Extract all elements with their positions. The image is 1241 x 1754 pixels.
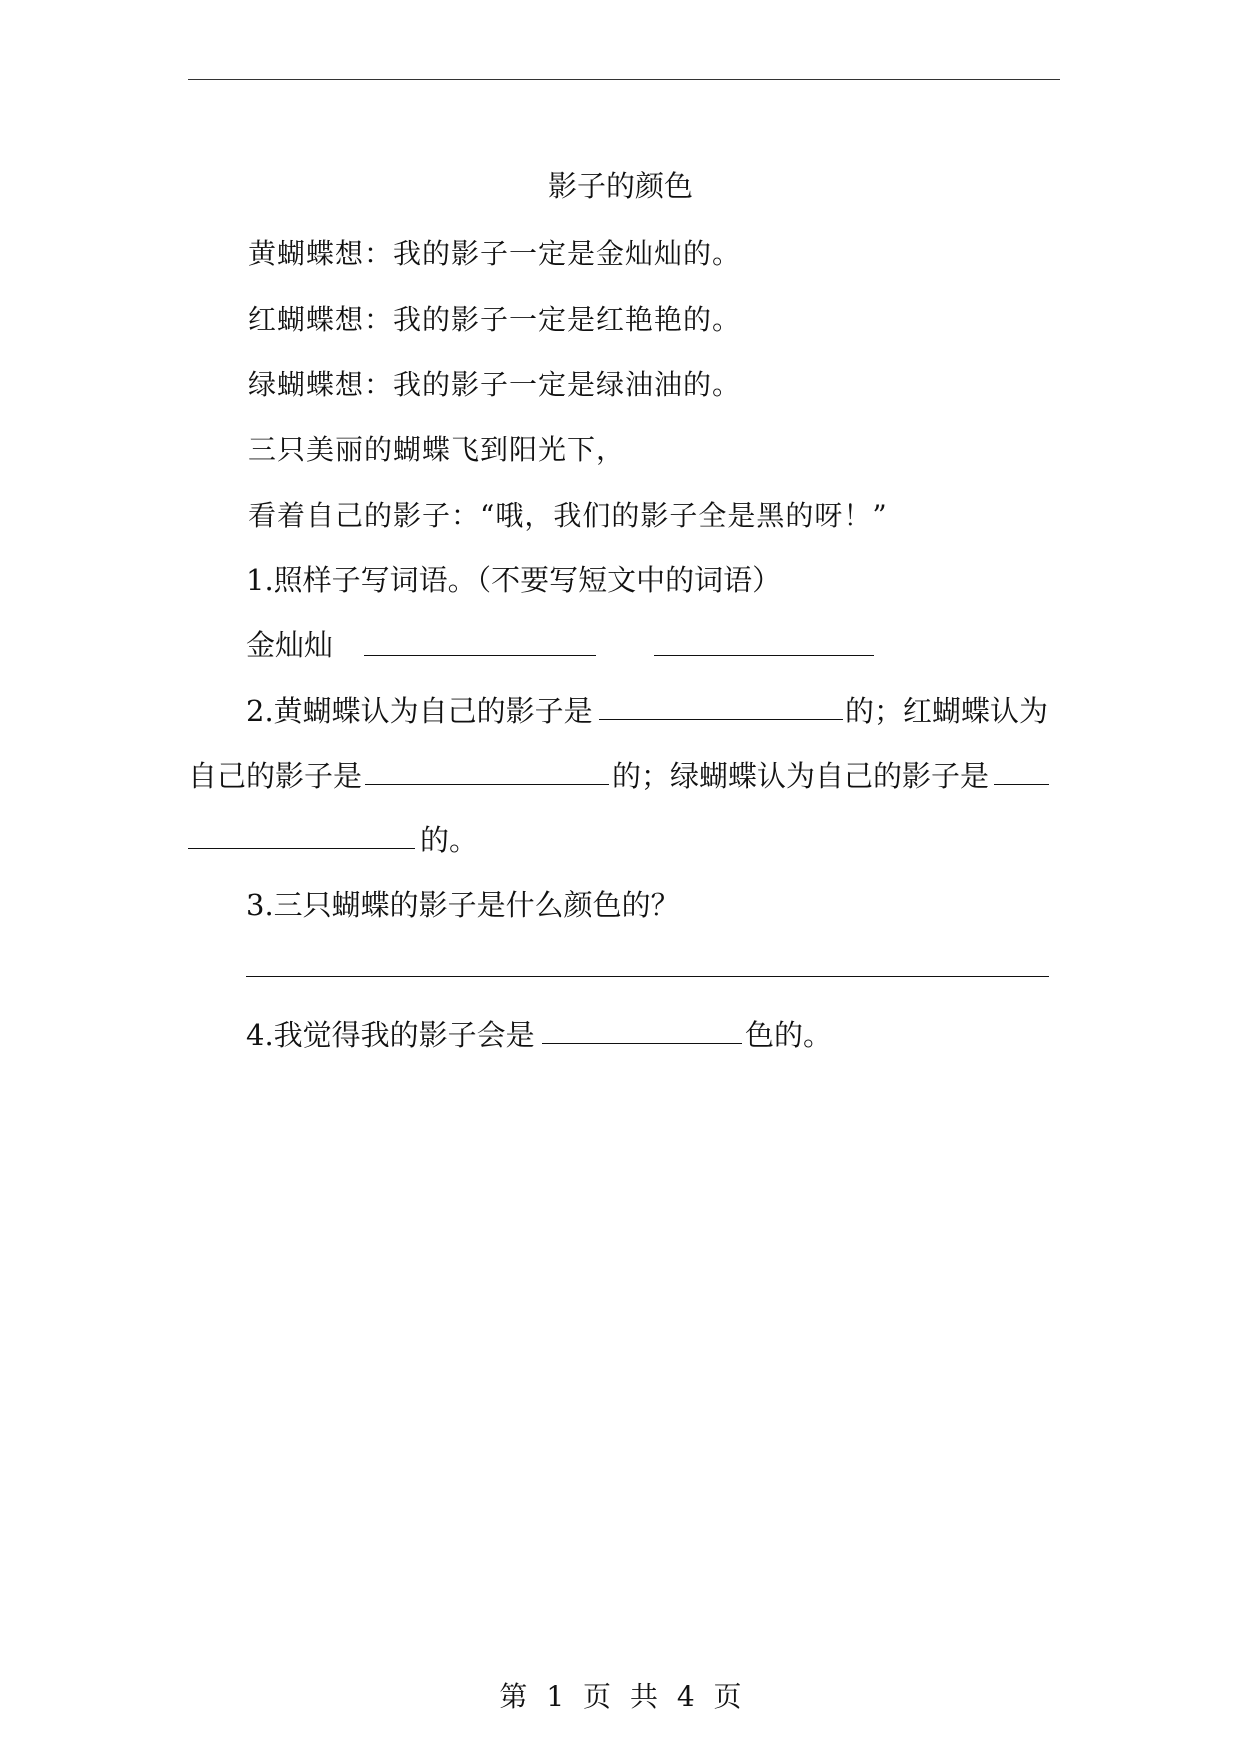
- passage-line-1: 黄蝴蝶想：我的影子一定是金灿灿的。: [248, 237, 742, 270]
- answer-blank-2a[interactable]: [599, 719, 843, 720]
- answer-blank-1b[interactable]: [654, 655, 874, 656]
- question-2-part-3: 自己的影子是: [188, 759, 363, 793]
- question-3-text: 3.三只蝴蝶的影子是什么颜色的？: [246, 888, 680, 922]
- question-2-part-4: 的；绿蝴蝶认为自己的影子是: [612, 759, 990, 793]
- question-2-part-5: 的。: [420, 823, 479, 857]
- question-4-part-1: 4.我觉得我的影子会是: [246, 1018, 535, 1052]
- question-2-part-1: 2.黄蝴蝶认为自己的影子是: [246, 694, 593, 728]
- answer-blank-2b[interactable]: [365, 784, 609, 785]
- passage-line-3: 绿蝴蝶想：我的影子一定是绿油油的。: [248, 368, 742, 401]
- answer-blank-2c-end[interactable]: [188, 848, 415, 849]
- answer-line-3[interactable]: [246, 976, 1049, 977]
- question-1-example: 金灿灿: [246, 628, 334, 662]
- question-1-text: 1.照样子写词语。（不要写短文中的词语）: [246, 563, 782, 597]
- passage-line-4: 三只美丽的蝴蝶飞到阳光下，: [248, 433, 626, 466]
- answer-blank-4[interactable]: [542, 1043, 742, 1044]
- passage-line-2: 红蝴蝶想：我的影子一定是红艳艳的。: [248, 303, 742, 336]
- passage-line-5: 看着自己的影子：“哦，我们的影子全是黑的呀！”: [248, 499, 888, 532]
- page-number-footer: 第 1 页 共 4 页: [499, 1680, 742, 1713]
- header-rule: [188, 79, 1060, 80]
- answer-blank-1a[interactable]: [364, 655, 596, 656]
- answer-blank-2c-start[interactable]: [994, 784, 1049, 785]
- question-4-part-2: 色的。: [745, 1018, 833, 1052]
- question-2-part-2: 的；红蝴蝶认为: [845, 694, 1049, 728]
- page-title: 影子的颜色: [547, 169, 693, 203]
